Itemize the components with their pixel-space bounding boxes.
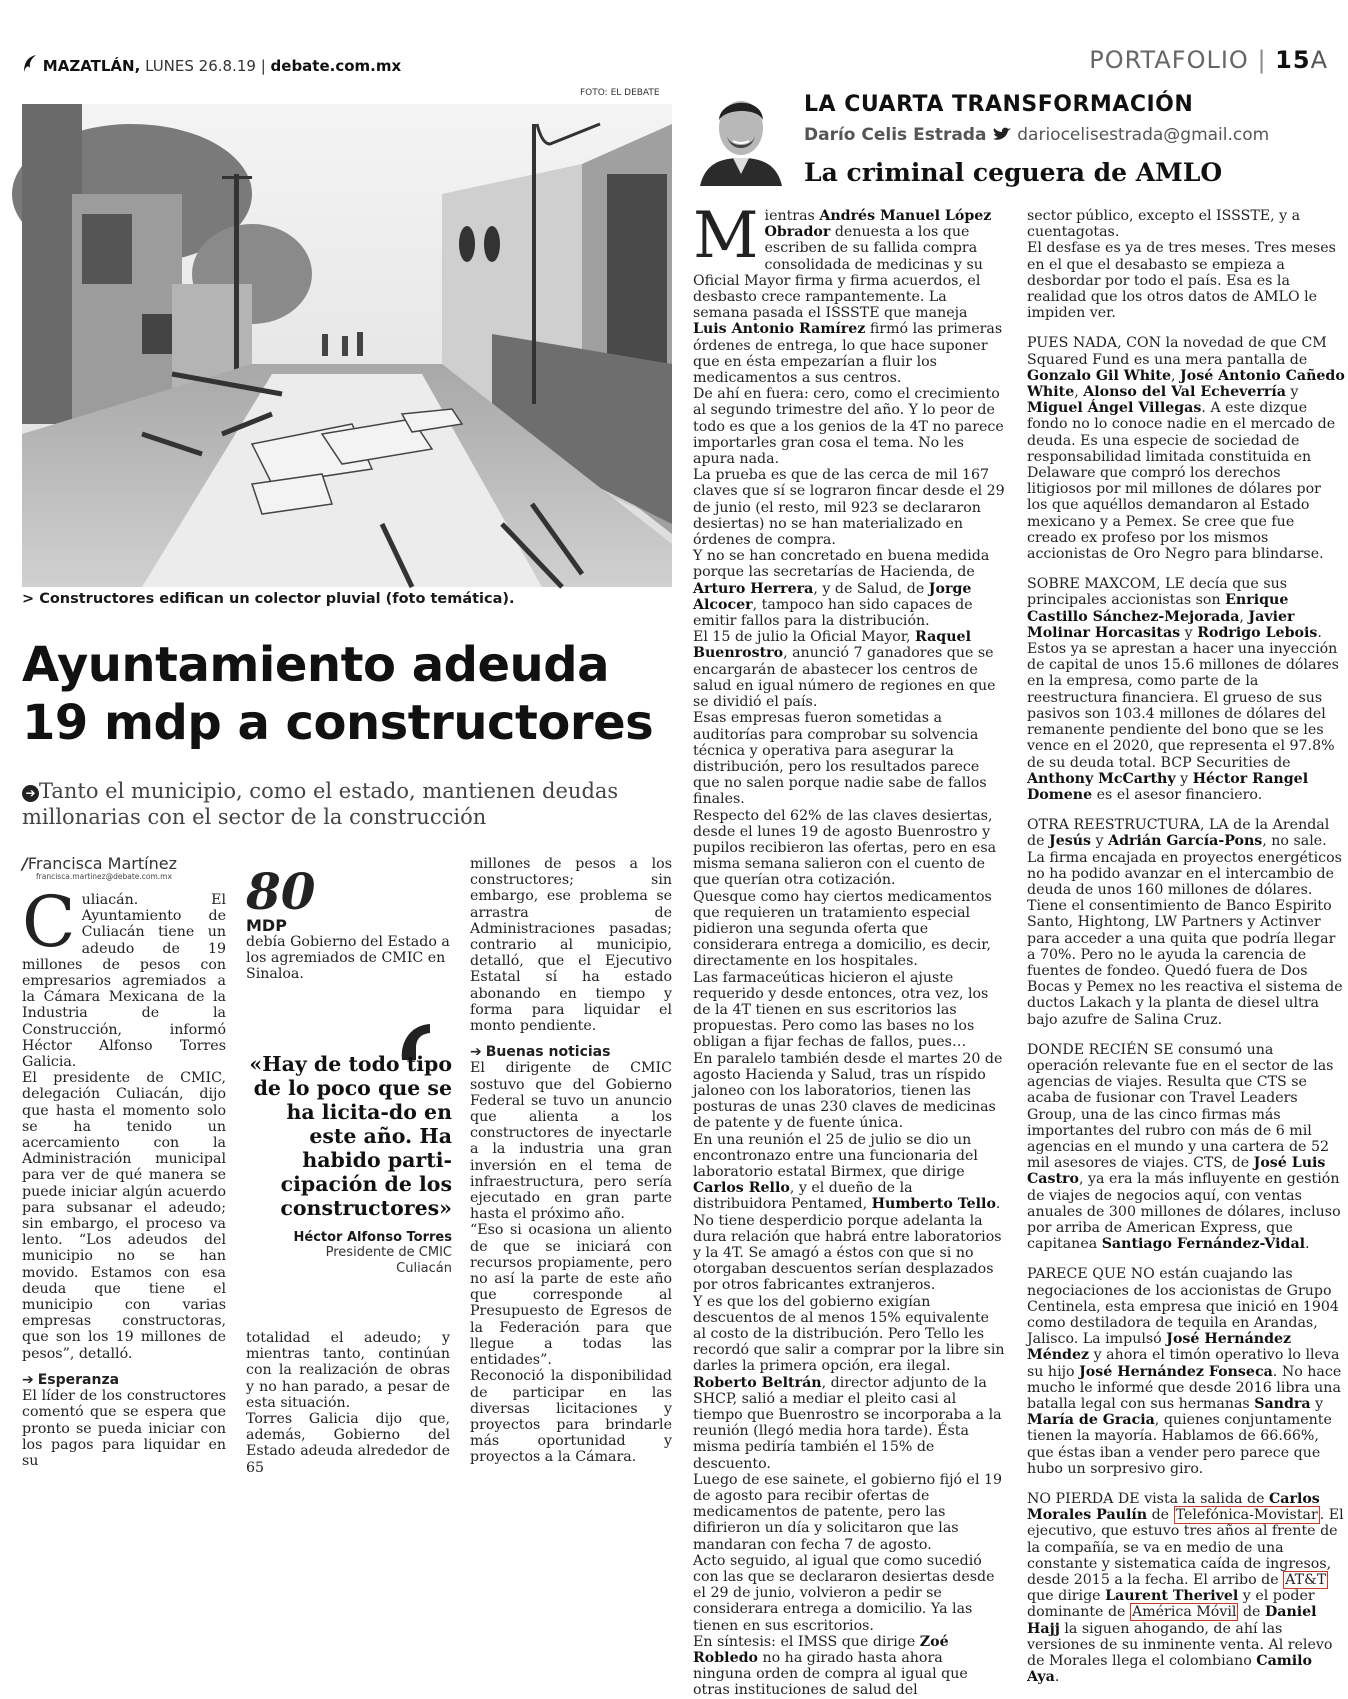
- opinion-p3: La prueba es que de las cerca de mil 167 claves que sí se lograron fincar desde el 29 de junio (el resto, mil 923 se declararon desiertas) no se han materializado en órdenes de compra.: [693, 467, 1005, 549]
- article-p1: uliacán. El Ayuntamiento de Culiacán tiene un adeudo de 19 millones de pesos con empresarios agremiados a la Cámara Mexicana de la Industria de la Construcción, informó Héctor Alfonso Torres Galicia.: [22, 892, 226, 1071]
- opinion-p4: Y no se han concretado en buena medida porque las secretarías de Hacienda, de Arturo Herrera, y de Salud, de Jorge Alcocer, tampoco han sido capaces de emitir fallos para la distribución.: [693, 548, 990, 630]
- twitter-bird-icon: [992, 126, 1012, 142]
- subhead-esperanza: ➔ Esperanza: [22, 1371, 120, 1388]
- article-column-3: [470, 856, 672, 1466]
- quote-author: Héctor Alfonso Torres: [293, 1230, 452, 1245]
- section-header: PORTAFOLIO | 15A: [1089, 46, 1328, 74]
- opinion-p6: Esas empresas fueron sometidas a auditorías para comprobar su solvencia técnica y operativa para asegurar la distribución, pero los resultados parece que no salen porque nadie sabe de fallos finales.: [693, 710, 987, 808]
- article-p2: El presidente de CMIC, delegación Culiacán, dijo que hasta el momento solo se ha tenido un acercamiento con la Administración municipal para ver de qué manera se puede iniciar algún acuerdo para subsanar el adeudo; sin embargo, el proceso va lento. “Los adeudos del municipio no se han movido. Estamos con esa deuda que tiene el municipio con varias empresas constructoras, que son los 19 millones de pesos”, detalló.: [22, 1070, 226, 1362]
- stat-unit: MDP: [246, 916, 287, 935]
- drop-cap: C: [22, 881, 76, 963]
- opinion-p24: PARECE QUE NO están cuajando las negociaciones de los accionistas de Grupo Centinela, esta empresa que inició en 1904 como destiladora de tequila en Arandas, Jalisco. La impulsó José Hernández Méndez y ahora el timón operativo lo lleva su hijo José Hernández Fonseca. No hace mucho le informé que desde 2016 libra una batalla legal con sus hermanas Sandra y María de Gracia, quienes conjuntamente tienen la mayoría. Hablamos de 66.66%, que éstas iban a vender pero parece que hubo un sorpresivo giro.: [1027, 1266, 1342, 1477]
- opinion-p18: sector público, excepto el ISSSTE, y a cuentagotas.: [1027, 208, 1301, 241]
- byline-slash-icon: /: [22, 854, 28, 873]
- article-p9: Reconoció la disponibilidad de participar en las diversas licitaciones y proyectos para brindarle más oportunidad y proyectos a la Cámara.: [470, 1368, 672, 1466]
- photo-caption: > Constructores edifican un colector pluvial (foto temática).: [22, 591, 515, 607]
- author-name: Francisca Martínez: [27, 854, 177, 873]
- opinion-p8: Quesque como hay ciertos medicamentos que requieren un tratamiento especial pidieron una segunda oferta que considerara entrega a domicilio, es decir, directamente en los hospitales.: [693, 888, 992, 970]
- section-name: PORTAFOLIO: [1089, 46, 1249, 74]
- subhead-buenas-noticias: ➔ Buenas noticias: [470, 1044, 611, 1061]
- opinion-column-b: [1027, 208, 1345, 1685]
- columnist-line: [804, 125, 1269, 145]
- opinion-p2: De ahí en fuera: cero, como el crecimiento al segundo trimestre del año. Y lo peor de todo es que a los genios de la 4T no parece importarles gran cosa el tema. No les apura nada.: [693, 386, 1004, 468]
- masthead: MAZATLÁN, LUNES 26.8.19 | debate.com.mx: [22, 54, 422, 80]
- article-p3: El líder de los constructores comentó que se espera que pronto se pueda iniciar con los pagos para liquidar en su: [22, 1388, 226, 1469]
- columnist-name: Darío Celis Estrada: [804, 125, 987, 145]
- opinion-p21: SOBRE MAXCOM, LE decía que sus principales accionistas son Enrique Castillo Sánchez-Mejorada, Javier Molinar Horcasitas y Rodrigo Lebois. Estos ya se aprestan a hacer una inyección de capital de unos 15.6 millones de dólares en la empresa, como parte de la reestructura financiera. El grueso de sus pasivos son 103.4 millones de dólares del remanente pendiente del bono que se les vence en el 2020, que representa el 97.8% de su deuda total. BCP Securities de Anthony McCarthy y Héctor Rangel Domene es el asesor financiero.: [1027, 576, 1339, 803]
- columnist-photo: [700, 86, 782, 186]
- byline: [22, 854, 242, 881]
- opinion-p25: NO PIERDA DE vista la salida de Carlos Morales Paulín de Telefónica-Movistar . El ejecutivo, que estuvo tres años al frente de la compañía, se va en medio de una constante y sistematica caída de ingresos, desde 2015 a la fecha. El arribo de AT&T que dirige Laurent Therivel y el poder dominante de América Móvil de Daniel Hajj la siguen ahogando, de ahí las versiones de su inminente venta. Al relevo de Morales llega el colombiano Camilo Aya.: [1027, 1491, 1344, 1686]
- opinion-p14: Roberto Beltrán, director adjunto de la SHCP, salió a mediar el pleito casi al tiempo que Buenrostro se incorporaba a la reunión (llegó media hora tarde). Ésta misma pediría también el 15% de descuento.: [693, 1374, 1002, 1472]
- stat-number: 80: [246, 862, 316, 921]
- headline-line-1: Ayuntamiento adeuda: [22, 637, 609, 693]
- photo-credit: FOTO: EL DEBATE: [580, 88, 660, 98]
- opinion-p12: No tiene desperdicio porque adelanta la dura relación que habrá entre laboratorios y la 4T. Se amagó a éstos con que si no otorgaban descuentos serían desplazados por otros fabricantes extranjeros.: [693, 1212, 1002, 1294]
- opinion-p16: Acto seguido, al igual que como sucedió con las que se declararon desiertas desde el 29 de junio, volvieron a pedir se considerara entrega a domicilio. Ya las tienen en sus escritorios.: [693, 1552, 995, 1634]
- pull-quote: [246, 1020, 452, 1277]
- article-column-1: [22, 881, 226, 1469]
- headline: [22, 636, 677, 752]
- headline-line-2: 19 mdp a constructores: [22, 695, 654, 751]
- drop-cap-m: M: [693, 199, 759, 273]
- opinion-p10: En paralelo también desde el martes 20 de agosto Hacienda y Salud, tras un ríspido jaloneo con los laboratorios, tienen las posturas de unas 230 claves de medicinas de patente y de fuente única.: [693, 1050, 1003, 1132]
- opinion-p11: En una reunión el 25 de julio se dio un encontronazo entre una funcionaria del laboratorio estatal Birmex, que dirige Carlos Rello, y el dueño de la distribuidora Pentamed, Humberto Tello.: [693, 1131, 1001, 1213]
- opinion-p19: El desfase es ya de tres meses. Tres meses en el que el desabasto se empieza a desbordar por todo el país. Esa es la realidad que los otros datos de AMLO le impiden ver.: [1027, 240, 1336, 322]
- article-p7: El dirigente de CMIC sostuvo que del Gobierno Federal se tuvo un anuncio que alienta a los constructores de inyectarle a la industria una gran inversión en el tema de infraestructura, pero sería ejecutado en gran parte hasta el próximo año.: [470, 1060, 672, 1223]
- opinion-p1: Mientras Andrés Manuel López Obrador denuesta a los que escriben de su fallida compra consolidada de medicinas y su Oficial Mayor firma y firma acuerdos, el desbasto crece rampantemente. La semana pasada el ISSSTE que maneja Luis Antonio Ramírez firmó las primeras órdenes de entrega, lo que hace suponer que en ésta empezarían a fluir los medicamentos a sus centros.: [693, 199, 1003, 387]
- date: LUNES 26.8.19: [145, 57, 256, 75]
- subheadline: [22, 778, 677, 830]
- opinion-p17: En síntesis: el IMSS que dirige Zoé Robledo no ha girado hasta ahora ninguna orden de compra al igual que otras instituciones de salud del: [693, 1633, 968, 1699]
- page-number: 15: [1275, 46, 1311, 74]
- opinion-column-a: [693, 199, 1005, 1699]
- page-letter: A: [1310, 46, 1328, 74]
- bullet-arrow-icon: ➔: [22, 785, 39, 802]
- article-p8: “Eso si ocasiona un aliento de que se iniciará con recursos propiamente, pero no así la parte de este año que corresponde al Presupuesto de Egresos de la Federación para que llegue a todas las entidades”.: [470, 1222, 672, 1369]
- news-photo: [22, 104, 672, 587]
- article-column-2: [246, 1330, 450, 1476]
- author-email: francisca.martinez@debate.com.mx: [36, 872, 172, 881]
- subheadline-text: Tanto el municipio, como el estado, mantienen deudas millonarias con el sector de la construcción: [22, 779, 619, 829]
- logo-icon: [22, 54, 38, 72]
- opinion-p13: Y es que los del gobierno exigían descuentos de al menos 15% equivalente al costo de la distribución. Pero Tello les recordó que salir a comprar por la libre sin darles la primera opción, era ilegal.: [693, 1293, 1005, 1375]
- opinion-p7: Respecto del 62% de las claves desiertas, desde el lunes 19 de agosto Buenrostro y pupilos recibieron las ofertas, pero en esa misma semana salieron con el cuento de que querían otra cotización.: [693, 807, 997, 889]
- city: MAZATLÁN,: [42, 57, 141, 75]
- site: debate.com.mx: [270, 57, 402, 75]
- quote-text: «Hay de todo tipo de lo poco que se ha licita-do en este año. Ha habido parti-cipación de los constructores»: [249, 1052, 452, 1220]
- column-title: La criminal ceguera de AMLO: [804, 158, 1223, 187]
- opinion-p5: El 15 de julio la Oficial Mayor, Raquel Buenrostro, anunció 7 ganadores que se encargarán de abastecer los centros de salud en igual número de regiones en que se dividió el país.: [693, 629, 996, 711]
- column-kicker: LA CUARTA TRANSFORMACIÓN: [804, 92, 1194, 117]
- opinion-p22: OTRA REESTRUCTURA, LA de la Arendal de Jesús y Adrián García-Pons, no sale. La firma encajada en proyectos energéticos no ha podido avanzar en el intercambio de deuda de unos 160 millones de dólares. Tiene el consentimiento de Banco Espirito Santo, Hightong, LW Partners y Actinver para acceder a una quita que podría llegar a 70%. Pero no le ayuda la carencia de fuentes de fondeo. Quedó fuera de Dos Bocas y Pemex no les reactiva el sistema de ductos Lakach y la planta de diesel ultra bajo azufre de Salina Cruz.: [1027, 817, 1343, 1028]
- opinion-p23: DONDE RECIÉN SE consumó una operación relevante fue en el sector de las agencias de viajes. Resulta que CTS se acaba de fusionar con Travel Leaders Group, una de las cinco firmas más importantes del rubro con más de 6 mil agencias en el mundo y una cartera de 52 mil asesores de viajes. CTS, de José Luis Castro, ya era la más influyente en gestión de viajes de negocios aquí, con ventas anuales de 300 millones de dólares, incluso por arriba de American Express, que capitanea Santiago Fernández-Vidal.: [1027, 1041, 1341, 1253]
- quote-role: Presidente de CMIC Culiacán: [325, 1245, 452, 1276]
- stat-box: [246, 862, 456, 983]
- opinion-p15: Luego de ese sainete, el gobierno fijó el 19 de agosto para recibir ofertas de medicamentos de patente, pero las difirieron un día y solicitaron que las mandaran con fecha 7 de agosto.: [693, 1471, 1003, 1553]
- stat-text: debía Gobierno del Estado a los agremiados de CMIC en Sinaloa.: [246, 934, 450, 983]
- opinion-p9: Las farmaceúticas hicieron el ajuste requerido y desde entonces, otra vez, los de la 4T tienen en sus escritorios las propuestas. Pero como las bases no los obligan a fijar fechas de fallos, pues…: [693, 969, 989, 1051]
- columnist-email: dariocelisestrada@gmail.com: [1017, 125, 1270, 145]
- arrow-icon: ➔: [22, 1371, 34, 1388]
- opinion-p20: PUES NADA, CON la novedad de que CM Squared Fund es una mera pantalla de Gonzalo Gil White, José Antonio Cañedo White, Alonso del Val Echeverría y Miguel Ángel Villegas. A este dizque fondo no lo conoce nadie en el mercado de deuda. Es una especie de sociedad de responsabilidad limitada constituida en Delaware que compró los derechos litigiosos por mil millones de dólares por los que aquéllos demandaron al Estado mexicano y a Pemex. Se cree que fue creado ex profeso por los mismos accionistas de Oro Negro para blindarse.: [1027, 335, 1345, 563]
- arrow-icon: ➔: [470, 1044, 482, 1061]
- article-p6: millones de pesos a los constructores; sin embargo, ese problema se arrastra de Administraciones pasadas; contrario al municipio, detalló, que el Ejecutivo Estatal sí ha estado abonando en tiempo y forma para liquidar el monto pendiente.: [470, 856, 672, 1035]
- article-p5: Torres Galicia dijo que, además, Gobierno del Estado adeuda alrededor de 65: [246, 1411, 450, 1476]
- article-p4: totalidad el adeudo; y mientras tanto, continúan con la realización de obras y no han parado, a pesar de esta situación.: [246, 1330, 450, 1411]
